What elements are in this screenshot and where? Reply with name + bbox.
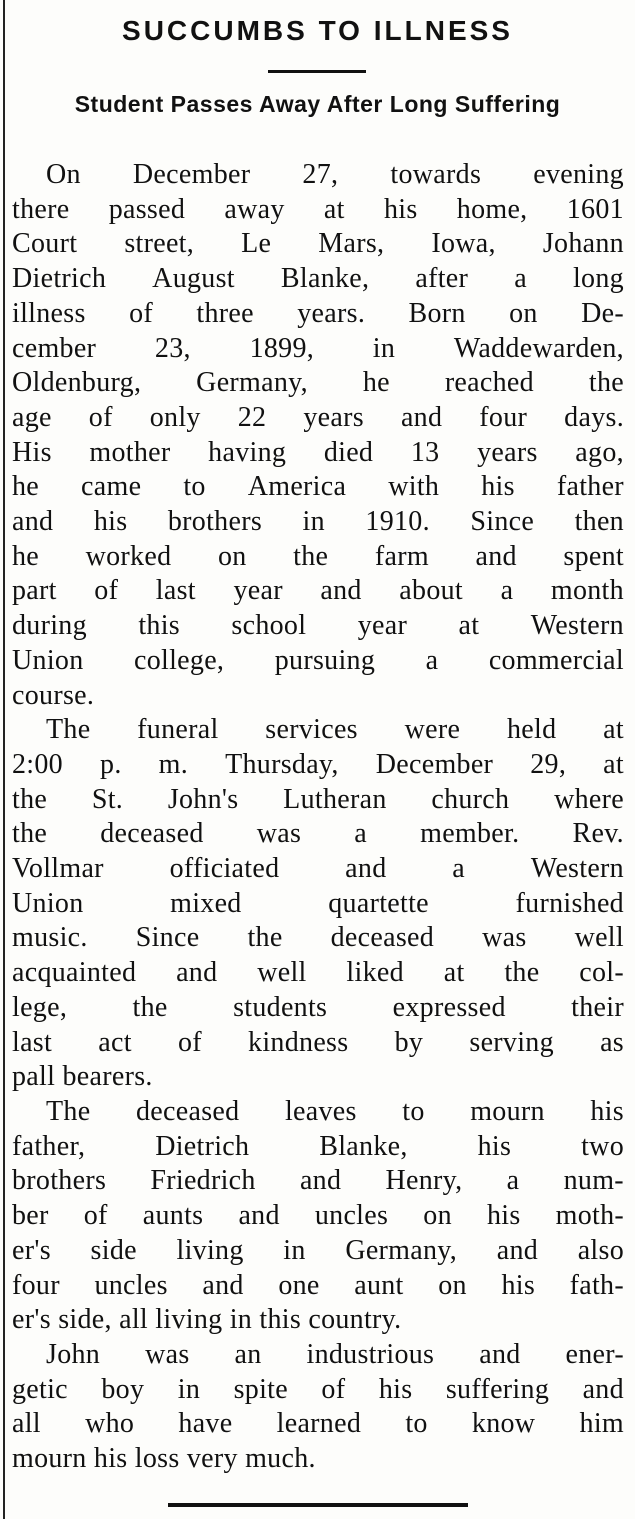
- paragraph: [12, 1338, 624, 1477]
- word: ener-: [565, 1338, 624, 1370]
- word: services: [265, 714, 358, 746]
- end-of-article-rule: [168, 1503, 468, 1507]
- word: a: [514, 263, 527, 295]
- word: and: [345, 853, 387, 885]
- word: On: [46, 159, 81, 190]
- word: this: [138, 610, 180, 642]
- word: one: [278, 1269, 320, 1301]
- word: 1899,: [249, 332, 315, 364]
- text-line: [12, 921, 624, 956]
- word: days.: [564, 401, 624, 433]
- text-line: [12, 1026, 624, 1061]
- word: industrious: [306, 1338, 435, 1370]
- text-line: [12, 713, 624, 748]
- word: and: [496, 1234, 539, 1266]
- word: age: [12, 401, 52, 433]
- word: part: [12, 575, 57, 607]
- word: in: [372, 332, 396, 364]
- word: the: [12, 783, 48, 815]
- word: officiated: [169, 853, 280, 885]
- word: spent: [563, 540, 624, 572]
- word: in: [177, 1373, 201, 1405]
- word: brothers: [12, 1165, 107, 1197]
- word: col-: [579, 957, 624, 989]
- word: Henry,: [385, 1165, 463, 1197]
- word: Germany,: [345, 1234, 458, 1266]
- word: away: [224, 193, 285, 225]
- word: Since: [470, 506, 535, 538]
- text-line: [12, 297, 624, 332]
- word: where: [554, 783, 624, 815]
- word: who: [85, 1408, 135, 1440]
- word: serving: [469, 1026, 554, 1058]
- word: the: [12, 818, 48, 850]
- word: to: [402, 1095, 425, 1127]
- word: 1601: [566, 193, 624, 225]
- word: have: [178, 1408, 233, 1440]
- word: four: [12, 1269, 60, 1301]
- word: illness: [12, 297, 86, 329]
- word: ago,: [575, 436, 624, 468]
- word: students: [233, 991, 328, 1023]
- word: well: [574, 922, 624, 954]
- word: and: [320, 575, 362, 607]
- word: Germany,: [196, 367, 308, 399]
- word: to: [405, 1408, 428, 1440]
- headline: SUCCUMBS TO ILLNESS: [122, 15, 513, 46]
- word: ber: [12, 1200, 49, 1232]
- word: mourn: [470, 1095, 545, 1127]
- word: Waddewarden,: [453, 332, 624, 364]
- word: and: [299, 1165, 342, 1197]
- word: worked: [85, 540, 172, 572]
- word: a: [506, 1165, 520, 1197]
- word: Le: [241, 228, 272, 260]
- word: deceased: [135, 1095, 240, 1127]
- word: 27,: [302, 159, 339, 190]
- word: in: [283, 1234, 306, 1266]
- word: Court: [12, 228, 78, 260]
- paragraph: [12, 158, 624, 713]
- word: he: [12, 540, 40, 572]
- word: the: [504, 957, 540, 989]
- word: and: [202, 1269, 244, 1301]
- word: was: [145, 1338, 190, 1370]
- word: uncles: [314, 1200, 389, 1232]
- text-line: [12, 1199, 624, 1234]
- word: home,: [456, 193, 528, 225]
- word: m.: [158, 748, 189, 780]
- word: all: [12, 1408, 41, 1440]
- word: he: [12, 471, 40, 503]
- word: died: [323, 436, 374, 468]
- word: father: [556, 471, 624, 503]
- word: suffering: [445, 1373, 550, 1405]
- word: Lutheran: [283, 783, 387, 815]
- word: Mars,: [318, 228, 385, 260]
- word: Oldenburg,: [12, 367, 142, 399]
- word: farm: [374, 540, 429, 572]
- word: years.: [297, 297, 366, 329]
- word: years: [303, 401, 364, 433]
- word: know: [471, 1408, 536, 1440]
- word: long: [572, 263, 624, 295]
- word: a: [452, 853, 466, 885]
- word: learned: [276, 1408, 362, 1440]
- text-line: [12, 783, 624, 818]
- text-line: [12, 540, 624, 575]
- word: December: [132, 159, 251, 190]
- word: held: [506, 714, 557, 746]
- word: His: [12, 436, 52, 468]
- text-line: [12, 1164, 624, 1199]
- word: furnished: [515, 887, 624, 919]
- word: he: [362, 367, 390, 399]
- text-line: [12, 262, 624, 297]
- word: deceased: [330, 922, 435, 954]
- word: father,: [12, 1130, 86, 1162]
- word: Johann: [542, 228, 624, 260]
- text-line: [12, 470, 624, 505]
- text-line: [12, 852, 624, 887]
- word: Iowa,: [431, 228, 496, 260]
- word: living: [176, 1234, 244, 1266]
- word: er's: [12, 1234, 51, 1266]
- word: of: [129, 297, 153, 329]
- word: as: [600, 1026, 624, 1058]
- word: three: [196, 297, 254, 329]
- word: church: [431, 783, 510, 815]
- word: act: [98, 1026, 132, 1058]
- word: his: [93, 506, 128, 538]
- word: the: [588, 367, 624, 399]
- word: Blanke,: [280, 263, 370, 295]
- word: lege,: [12, 991, 68, 1023]
- word: Since: [135, 922, 200, 954]
- word: about: [399, 575, 464, 607]
- word: and: [582, 1373, 624, 1405]
- text-line: [12, 401, 624, 436]
- word: expressed: [392, 991, 506, 1023]
- word: also: [577, 1234, 624, 1266]
- word: was: [256, 818, 302, 850]
- word: Friedrich: [150, 1165, 256, 1197]
- word: only: [149, 401, 201, 433]
- word: his: [590, 1095, 624, 1127]
- word: a: [354, 818, 368, 850]
- word: mother: [89, 436, 171, 468]
- word: aunts: [142, 1200, 204, 1232]
- word: 23,: [154, 332, 191, 364]
- word: the: [247, 922, 283, 954]
- text-line: [12, 227, 624, 262]
- word: and: [176, 957, 218, 989]
- word: and: [12, 506, 54, 538]
- text-line: [12, 644, 624, 679]
- word: liked: [346, 957, 404, 989]
- column-border: [3, 0, 5, 1519]
- word: four: [479, 401, 528, 433]
- text-line: [12, 817, 624, 852]
- word: moth-: [555, 1200, 624, 1232]
- word: Vollmar: [12, 853, 104, 885]
- word: were: [404, 714, 461, 746]
- word: passed: [108, 193, 186, 225]
- word: getic: [12, 1373, 68, 1405]
- word: De-: [581, 297, 624, 329]
- word: 1910.: [365, 506, 430, 538]
- word: August: [152, 263, 235, 295]
- word: years: [477, 436, 538, 468]
- word: 29,: [530, 748, 567, 780]
- word: month: [550, 575, 624, 607]
- word: brothers: [167, 506, 263, 538]
- word: num-: [563, 1165, 624, 1197]
- text-line: [12, 956, 624, 991]
- text-line: [12, 1269, 624, 1304]
- word: his: [501, 1269, 536, 1301]
- text-line: [12, 332, 624, 367]
- word: Union: [12, 644, 84, 676]
- word: at: [603, 714, 624, 746]
- word: having: [208, 436, 287, 468]
- word: music.: [12, 922, 88, 954]
- word: John: [46, 1338, 101, 1370]
- word: at: [323, 193, 345, 225]
- word: came: [81, 471, 142, 503]
- text-line: course.: [12, 679, 95, 711]
- word: at: [603, 748, 624, 780]
- word: member.: [420, 818, 520, 850]
- word: of: [83, 1200, 108, 1232]
- word: Thursday,: [225, 748, 339, 780]
- text-line: er's side, all living in this country.: [12, 1304, 402, 1336]
- word: evening: [533, 159, 624, 190]
- word: an: [234, 1338, 262, 1370]
- text-line: [12, 748, 624, 783]
- word: Dietrich: [12, 263, 107, 295]
- word: with: [388, 471, 440, 503]
- word: in: [302, 506, 325, 538]
- word: reached: [444, 367, 534, 399]
- text-line: [12, 366, 624, 401]
- word: his: [378, 1373, 413, 1405]
- word: his: [477, 1130, 512, 1162]
- word: and: [238, 1200, 280, 1232]
- word: their: [571, 991, 624, 1023]
- word: p.: [100, 748, 122, 780]
- word: 22: [237, 401, 267, 433]
- word: school: [231, 610, 307, 642]
- word: aunt: [354, 1269, 404, 1301]
- text-line: [12, 158, 624, 193]
- text-line: [12, 1130, 624, 1165]
- headline-divider: [268, 70, 366, 73]
- word: year: [233, 575, 283, 607]
- word: and: [479, 1338, 521, 1370]
- word: and: [475, 540, 517, 572]
- word: the: [132, 991, 168, 1023]
- text-line: [12, 505, 624, 540]
- word: to: [183, 471, 206, 503]
- word: deceased: [100, 818, 204, 850]
- word: kindness: [248, 1026, 349, 1058]
- word: Western: [530, 853, 624, 885]
- word: there: [12, 193, 70, 225]
- word: mixed: [170, 887, 242, 919]
- word: quartette: [328, 887, 429, 919]
- word: commercial: [488, 644, 624, 676]
- word: funeral: [137, 714, 219, 746]
- word: side: [90, 1234, 137, 1266]
- word: fath-: [569, 1269, 624, 1301]
- word: at: [458, 610, 480, 642]
- word: of: [94, 575, 119, 607]
- word: during: [12, 610, 87, 642]
- text-line: [12, 609, 624, 644]
- word: The: [46, 1095, 91, 1127]
- word: two: [581, 1130, 624, 1162]
- word: of: [177, 1026, 202, 1058]
- word: Union: [12, 887, 84, 919]
- text-line: [12, 436, 624, 471]
- word: pursuing: [274, 644, 376, 676]
- word: of: [88, 401, 113, 433]
- text-line: pall bearers.: [12, 1061, 153, 1093]
- subheadline: Student Passes Away After Long Suffering: [74, 91, 561, 117]
- word: him: [579, 1408, 624, 1440]
- paragraph: [12, 1095, 624, 1338]
- word: last: [12, 1026, 53, 1058]
- word: street,: [124, 228, 195, 260]
- text-line: [12, 887, 624, 922]
- text-line: [12, 574, 624, 609]
- text-line: [12, 1373, 624, 1408]
- word: The: [46, 714, 91, 746]
- word: of: [321, 1373, 346, 1405]
- article-body: [12, 158, 624, 1477]
- text-line: mourn his loss very much.: [12, 1443, 316, 1475]
- word: and: [400, 401, 443, 433]
- word: boy: [101, 1373, 145, 1405]
- word: at: [443, 957, 465, 989]
- text-line: [12, 1234, 624, 1269]
- word: John's: [167, 783, 239, 815]
- text-line: [12, 1095, 624, 1130]
- word: on: [509, 297, 538, 329]
- text-line: [12, 1338, 624, 1373]
- word: St.: [91, 783, 124, 815]
- word: was: [482, 922, 527, 954]
- word: a: [425, 644, 439, 676]
- word: spite: [233, 1373, 288, 1405]
- word: acquainted: [12, 957, 137, 989]
- word: his: [486, 1200, 521, 1232]
- text-line: [12, 193, 624, 228]
- word: year: [357, 610, 408, 642]
- word: Dietrich: [155, 1130, 250, 1162]
- word: uncles: [94, 1269, 168, 1301]
- word: America: [247, 471, 347, 503]
- word: after: [415, 263, 469, 295]
- word: 2:00: [12, 748, 63, 780]
- word: his: [481, 471, 515, 503]
- word: 13: [410, 436, 440, 468]
- word: on: [438, 1269, 467, 1301]
- word: Western: [530, 610, 624, 642]
- word: towards: [390, 159, 482, 190]
- text-line: [12, 1407, 624, 1442]
- word: cember: [12, 332, 97, 364]
- word: on: [217, 540, 247, 572]
- word: a: [500, 575, 514, 607]
- word: Rev.: [572, 818, 624, 850]
- paragraph: [12, 713, 624, 1095]
- word: on: [423, 1200, 452, 1232]
- text-line: [12, 991, 624, 1026]
- word: college,: [133, 644, 225, 676]
- word: December: [375, 748, 494, 780]
- word: the: [293, 540, 329, 572]
- word: last: [155, 575, 196, 607]
- word: Born: [408, 297, 466, 329]
- word: well: [257, 957, 307, 989]
- word: Blanke,: [319, 1130, 408, 1162]
- word: then: [574, 506, 624, 538]
- word: leaves: [284, 1095, 357, 1127]
- word: his: [383, 193, 418, 225]
- word: by: [394, 1026, 424, 1058]
